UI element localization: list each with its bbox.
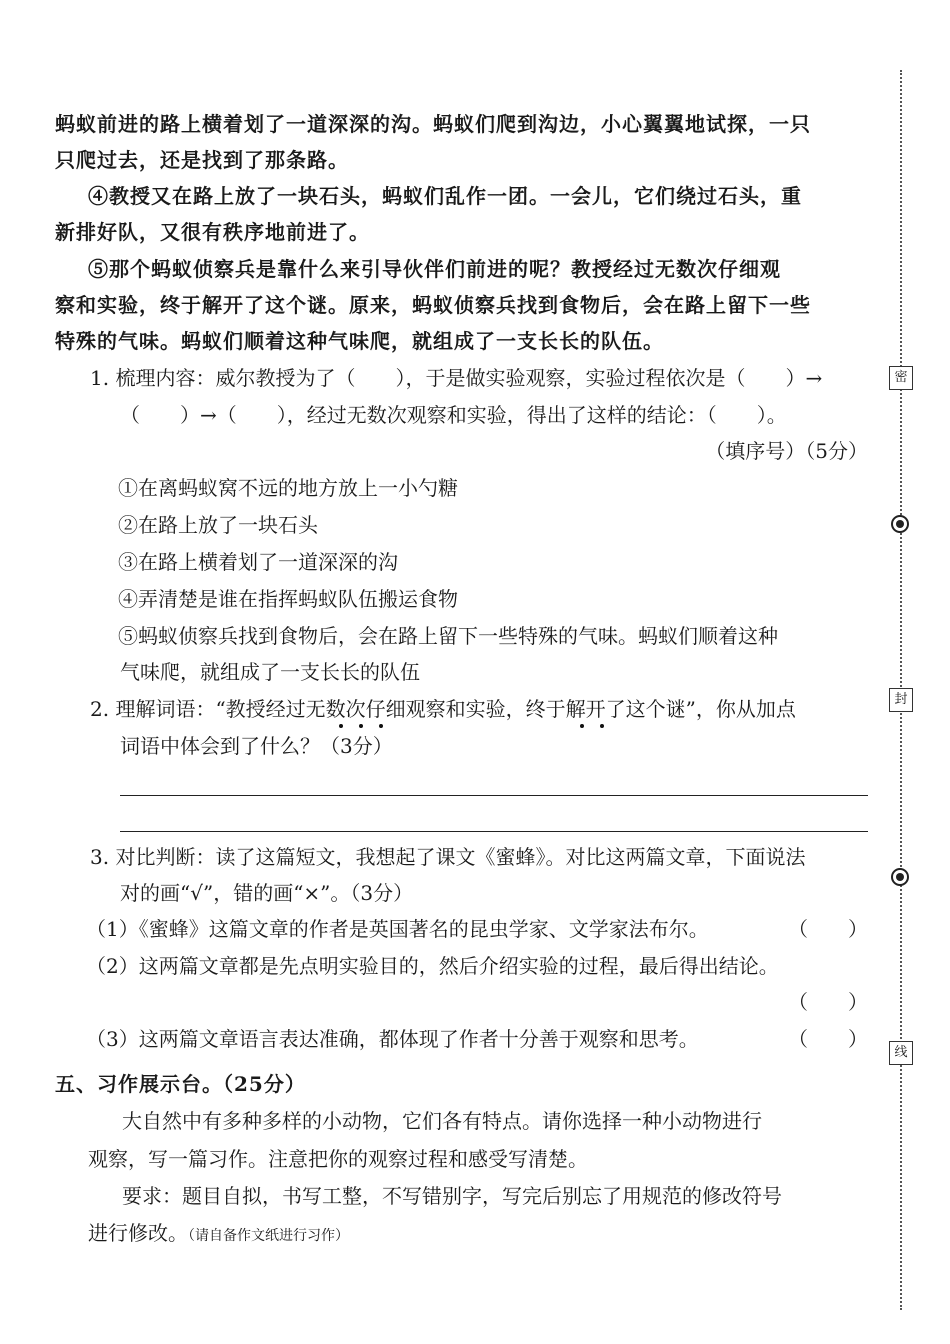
question-3-text: 3. 对比判断：读了这篇短文，我想起了课文《蜜蜂》。对比这两篇文章，下面说法 xyxy=(90,845,806,869)
margin-label-mi: 密 xyxy=(889,366,913,390)
writing-requirements: 要求：题目自拟，书写工整，不写错别字，写完后别忘了用规范的修改符号 xyxy=(122,1184,782,1208)
judgement-item-2: （2）这两篇文章都是先点明实验目的，然后介绍实验的过程，最后得出结论。 xyxy=(86,954,779,978)
passage-line: 蚂蚁前进的路上横着划了一道深深的沟。蚂蚁们爬到沟边，小心翼翼地试探，一只 xyxy=(55,112,811,136)
option-4: ④弄清楚是谁在指挥蚂蚁队伍搬运食物 xyxy=(118,587,458,611)
passage-line: 只爬过去，还是找到了那条路。 xyxy=(55,148,349,172)
margin-label-feng: 封 xyxy=(889,688,913,712)
writing-note: （请自备作文纸进行习作） xyxy=(188,1228,349,1244)
emphasis-dot xyxy=(580,724,584,728)
passage-paragraph-5: ⑤那个蚂蚁侦察兵是靠什么来引导伙伴们前进的呢？教授经过无数次仔细观 xyxy=(88,257,781,281)
question-1-score: （填序号）（5分） xyxy=(705,439,868,463)
question-2-text: 词语中体会到了什么？（3分） xyxy=(120,734,393,758)
passage-line: 新排好队，又很有秩序地前进了。 xyxy=(55,220,370,244)
binding-hole-icon xyxy=(889,866,911,888)
passage-line: 特殊的气味。蚂蚁们顺着这种气味爬，就组成了一支长长的队伍。 xyxy=(55,329,664,353)
writing-requirements-end: 进行修改。 xyxy=(88,1221,188,1245)
question-3-text: 对的画“√”，错的画“×”。（3分） xyxy=(120,881,414,905)
option-2: ②在路上放了一块石头 xyxy=(118,513,318,537)
writing-prompt: 大自然中有多种多样的小动物，它们各有特点。请你选择一种小动物进行 xyxy=(122,1109,762,1133)
question-1-text: 1. 梳理内容：威尔教授为了（ ），于是做实验观察，实验过程依次是（ ）→ xyxy=(90,366,823,390)
emphasis-dot xyxy=(359,724,363,728)
answer-paren[interactable]: （ ） xyxy=(788,1027,868,1051)
answer-paren[interactable]: （ ） xyxy=(788,990,868,1014)
answer-line[interactable] xyxy=(120,831,868,832)
writing-prompt: 观察，写一篇习作。注意把你的观察过程和感受写清楚。 xyxy=(88,1147,588,1171)
question-2-text: 2. 理解词语：“教授经过无数次仔细观察和实验，终于解开了这个谜”，你从加点 xyxy=(90,697,796,721)
option-5: ⑤蚂蚁侦察兵找到食物后，会在路上留下一些特殊的气味。蚂蚁们顺着这种 xyxy=(118,624,778,648)
judgement-item-1: （1）《蜜蜂》这篇文章的作者是英国著名的昆虫学家、文学家法布尔。 xyxy=(86,917,709,941)
writing-requirements xyxy=(88,1219,349,1250)
option-5-continued: 气味爬，就组成了一支长长的队伍 xyxy=(120,660,420,684)
answer-line[interactable] xyxy=(120,795,868,796)
emphasis-dot xyxy=(379,724,383,728)
section-5-title: 五、习作展示台。（25分） xyxy=(55,1072,306,1096)
judgement-item-3: （3）这两篇文章语言表达准确，都体现了作者十分善于观察和思考。 xyxy=(86,1027,699,1051)
option-1: ①在离蚂蚁窝不远的地方放上一小勺糖 xyxy=(118,476,458,500)
question-1-text: （ ）→（ ），经过无数次观察和实验，得出了这样的结论：（ ）。 xyxy=(120,403,787,427)
option-3: ③在路上横着划了一道深深的沟 xyxy=(118,550,398,574)
emphasis-dot xyxy=(600,724,604,728)
margin-label-xian: 线 xyxy=(889,1041,913,1065)
passage-line: 察和实验，终于解开了这个谜。原来，蚂蚁侦察兵找到食物后，会在路上留下一些 xyxy=(55,293,811,317)
passage-paragraph-4: ④教授又在路上放了一块石头，蚂蚁们乱作一团。一会儿，它们绕过石头，重 xyxy=(88,184,802,208)
answer-paren[interactable]: （ ） xyxy=(788,917,868,941)
emphasis-dot xyxy=(339,724,343,728)
binding-hole-icon xyxy=(889,513,911,535)
